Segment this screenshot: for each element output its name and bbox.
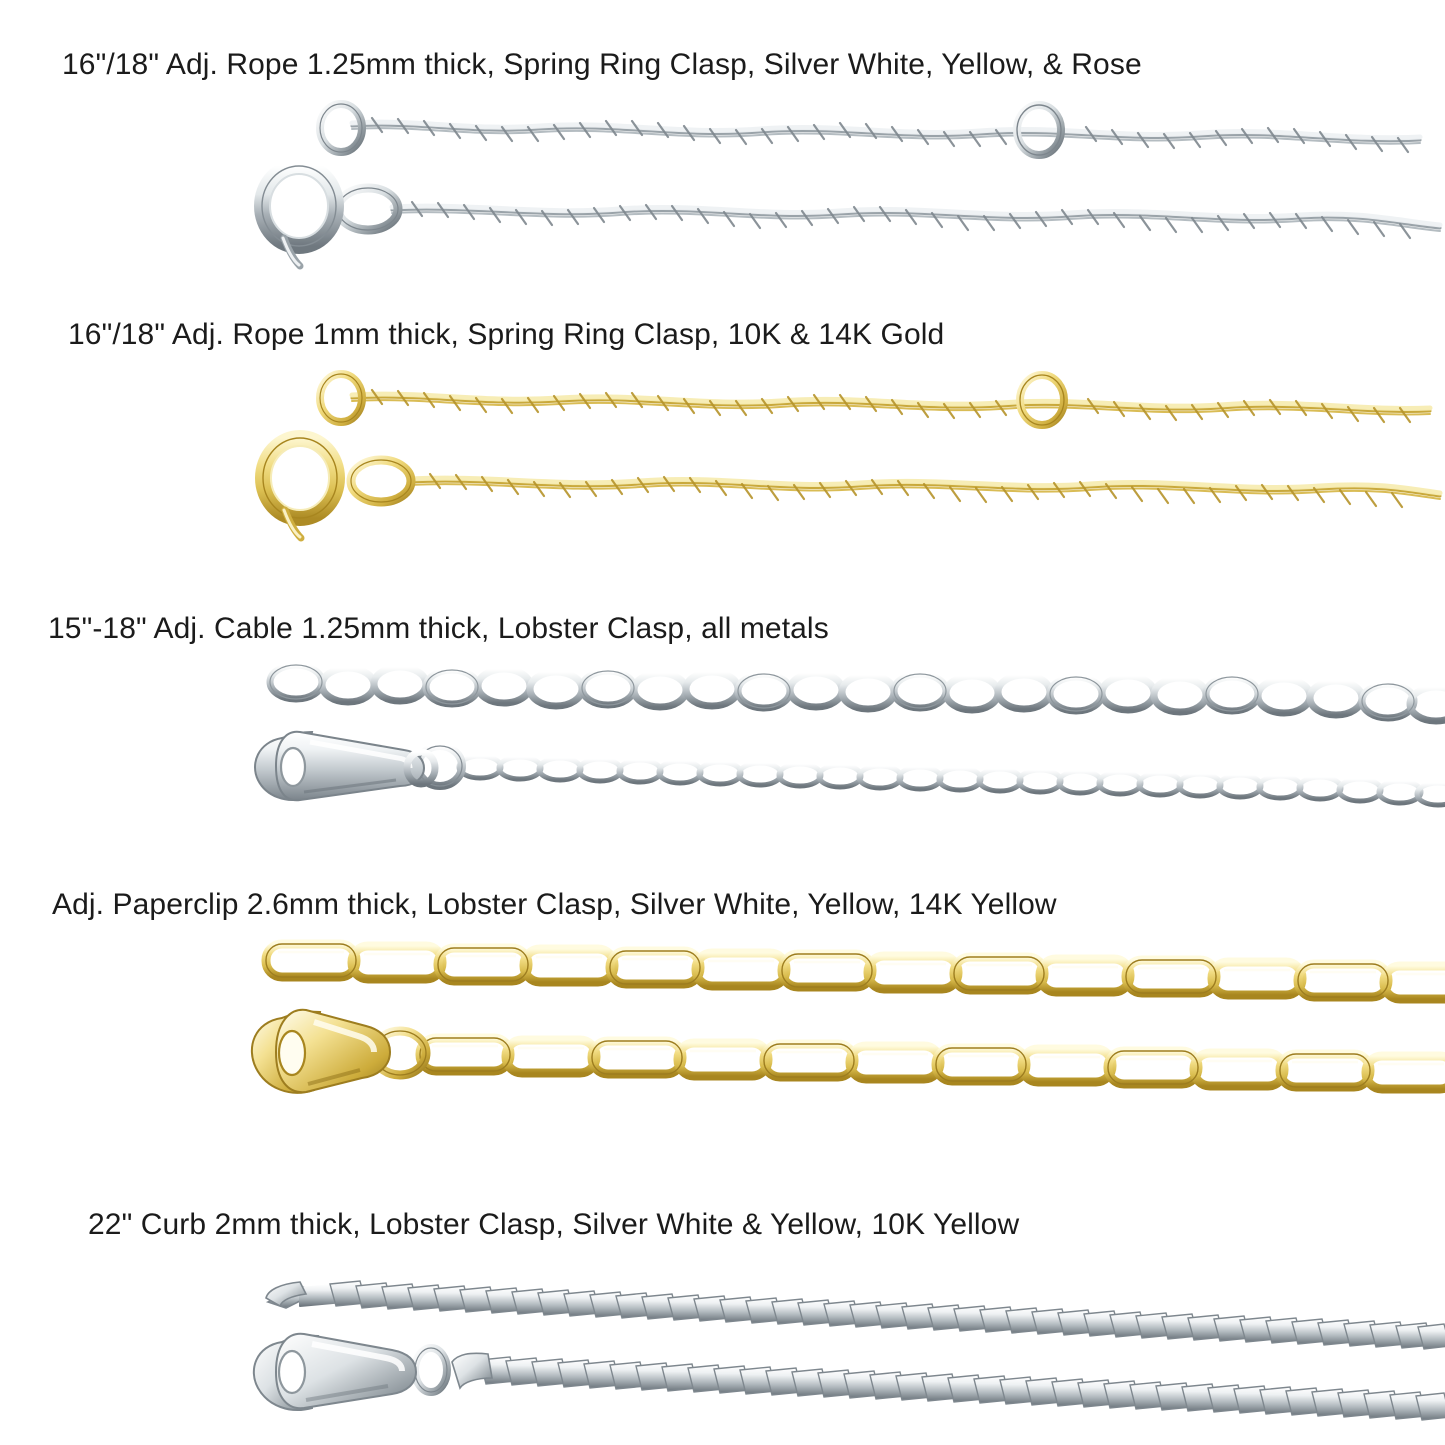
chain-illustration-rope-gold [0,352,1445,542]
chain-option-cable-125-all [0,612,1445,836]
lobster-clasp [252,1010,390,1093]
spring-ring-clasp [262,166,336,266]
option-label: 22" Curb 2mm thick, Lobster Clasp, Silver White & Yellow, 10K Yellow [88,1208,1020,1241]
connector-ring [415,1348,447,1392]
extender-links [270,665,1445,721]
option-label: Adj. Paperclip 2.6mm thick, Lobster Clasp, Silver White, Yellow, 14K Yellow [52,888,1057,921]
chain-illustration-cable-silver [0,646,1445,836]
chain-illustration-paperclip-gold [0,922,1445,1112]
connector-ring [338,188,398,230]
curb-links-upper [266,1281,1445,1349]
curb-links-lower [452,1353,1445,1420]
lobster-clasp [255,732,435,800]
connector-ring [351,460,411,502]
spring-ring-clasp [263,438,337,538]
chain-illustration-curb-silver [0,1242,1445,1432]
chain-option-paperclip-26 [0,888,1445,1112]
lobster-clasp [254,1334,416,1410]
chain-option-rope-125-silver [0,48,1445,272]
chain-option-rope-1mm-gold [0,318,1445,542]
option-label: 15"-18" Adj. Cable 1.25mm thick, Lobster Clasp, all metals [48,612,829,645]
chain-illustration-rope-silver [0,82,1445,272]
cable-links [459,756,1445,805]
chain-option-curb-2mm [0,1208,1445,1432]
paperclip-links-lower [420,1038,1445,1089]
option-label: 16"/18" Adj. Rope 1.25mm thick, Spring Ring Clasp, Silver White, Yellow, & Rose [62,48,1142,81]
option-label: 16"/18" Adj. Rope 1mm thick, Spring Ring Clasp, 10K & 14K Gold [68,318,945,351]
